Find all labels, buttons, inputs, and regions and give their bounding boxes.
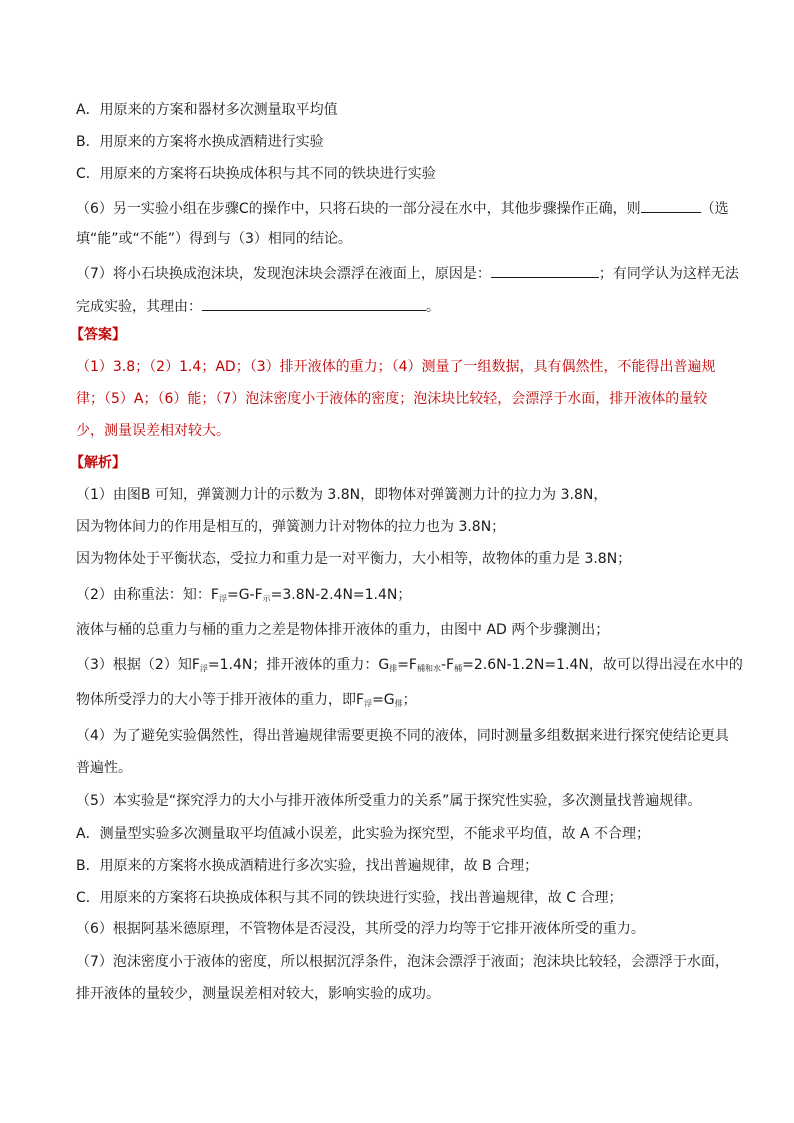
q6-text-start: （6）另一实验小组在步骤C的操作中，只将石块的一部分浸在水中，其他步骤操作正确，则 — [76, 201, 641, 217]
analysis-p1-line1: （1）由图B 可知，弹簧测力计的示数为 3.8N，即物体对弹簧测力计的拉力为 3.8N， — [76, 487, 608, 503]
p2-text: （2）由称重法：知：F — [76, 587, 219, 603]
analysis-p1-line3: 因为物体处于平衡状态，受拉力和重力是一对平衡力，大小相等，故物体的重力是 3.8N； — [76, 551, 632, 567]
analysis-p5-option-b: B．用原来的方案将水换成酒精进行多次实验，找出普遍规律，故 B 合理； — [76, 858, 539, 874]
option-b: B．用原来的方案将水换成酒精进行实验 — [76, 134, 324, 150]
answer-line-1: （1）3.8；（2）1.4；AD；（3）排开液体的重力；（4）测量了一组数据，具有偶然性，不能得出普遍规 — [76, 359, 716, 375]
p3-line2-text-b: =G — [372, 692, 395, 708]
question-7-line1 — [76, 263, 739, 283]
analysis-p2-line2: 液体与桶的总重力与桶的重力之差是物体排开液体的重力，由图中 AD 两个步骤测出； — [76, 622, 610, 638]
q7-text-mid: ；有同学认为这样无法 — [598, 266, 739, 282]
q7-text-start: （7）将小石块换成泡沫块，发现泡沫块会漂浮在液面上，原因是： — [76, 266, 491, 282]
analysis-p7-line2: 排开液体的量较少，测量误差相对较大，影响实验的成功。 — [76, 986, 440, 1002]
p3-line2-subscript-2: 排 — [394, 699, 403, 708]
p3-text-d: -F — [441, 657, 455, 673]
q6-text-end: （选 — [700, 201, 729, 217]
p3-line2-subscript-1: 浮 — [364, 699, 373, 708]
q7-reason-blank[interactable] — [491, 263, 599, 278]
analysis-p3-line2 — [76, 691, 417, 709]
p3-subscript-2: 排 — [389, 664, 398, 673]
analysis-p5-option-c: C．用原来的方案将石块换成体积与其不同的铁块进行实验，找出普遍规律，故 C 合理； — [76, 890, 623, 906]
analysis-p5-option-a: A．测量型实验多次测量取平均值减小误差，此实验为探究型，不能求平均值，故 A 不合理； — [76, 826, 651, 842]
p3-text-b: =1.4N；排开液体的重力：G — [207, 657, 390, 673]
option-c: C．用原来的方案将石块换成体积与其不同的铁块进行实验 — [76, 166, 436, 182]
p3-subscript-1: 浮 — [199, 664, 208, 673]
answer-line-2: 律；（5）A；（6）能；（7）泡沫密度小于液体的密度；泡沫块比较轻，会漂浮于水面，排开液体的量较 — [76, 391, 708, 407]
analysis-p4-line1: （4）为了避免实验偶然性，得出普遍规律需要更换不同的液体，同时测量多组数据来进行探究使结论更具 — [76, 728, 729, 744]
p3-line2-text-c: ； — [402, 692, 417, 708]
p2-subscript-show: 示 — [262, 594, 271, 603]
p3-line2-text-a: 物体所受浮力的大小等于排开液体的重力，即F — [76, 692, 365, 708]
p3-text-c: =F — [397, 657, 417, 673]
answer-line-3: 少，测量误差相对较大。 — [76, 423, 230, 439]
analysis-p2-line1 — [76, 586, 411, 604]
analysis-p4-line2: 普遍性。 — [76, 760, 132, 776]
question-6-line2: 填“能”或“不能”）得到与（3）相同的结论。 — [76, 231, 352, 247]
analysis-p6: （6）根据阿基米德原理，不管物体是否浸没，其所受的浮力均等于它排开液体所受的重力。 — [76, 921, 645, 937]
question-7-line2 — [76, 296, 440, 316]
option-a: A．用原来的方案和器材多次测量取平均值 — [76, 102, 338, 118]
analysis-p5-line1: （5）本实验是“探究浮力的大小与排开液体所受重力的关系”属于探究性实验，多次测量找普遍规律。 — [76, 793, 702, 809]
analysis-p3-line1 — [76, 656, 743, 674]
p2-text-end: =3.8N-2.4N=1.4N； — [270, 587, 412, 603]
p2-subscript-float: 浮 — [218, 594, 227, 603]
q7-line2-end: 。 — [426, 299, 440, 315]
p2-text-mid: =G-F — [226, 587, 263, 603]
answer-heading: 【答案】 — [70, 327, 126, 343]
analysis-p1-line2: 因为物体间力的作用是相互的，弹簧测力计对物体的拉力也为 3.8N； — [76, 519, 506, 535]
p3-text-a: （3）根据（2）知F — [76, 657, 200, 673]
q7-explanation-blank[interactable] — [202, 296, 426, 311]
p3-text-e: =2.6N-1.2N=1.4N，故可以得出浸在水中的 — [462, 657, 743, 673]
p3-subscript-3: 桶和水 — [417, 664, 441, 673]
q7-line2-text: 完成实验，其理由： — [76, 299, 202, 315]
p3-subscript-4: 桶 — [454, 664, 463, 673]
question-6-line1 — [76, 198, 729, 218]
analysis-heading: 【解析】 — [70, 455, 126, 471]
analysis-p7-line1: （7）泡沫密度小于液体的密度，所以根据沉浮条件，泡沫会漂浮于液面；泡沫块比较轻，会漂浮于水面， — [76, 954, 729, 970]
q6-answer-blank[interactable] — [641, 198, 701, 213]
